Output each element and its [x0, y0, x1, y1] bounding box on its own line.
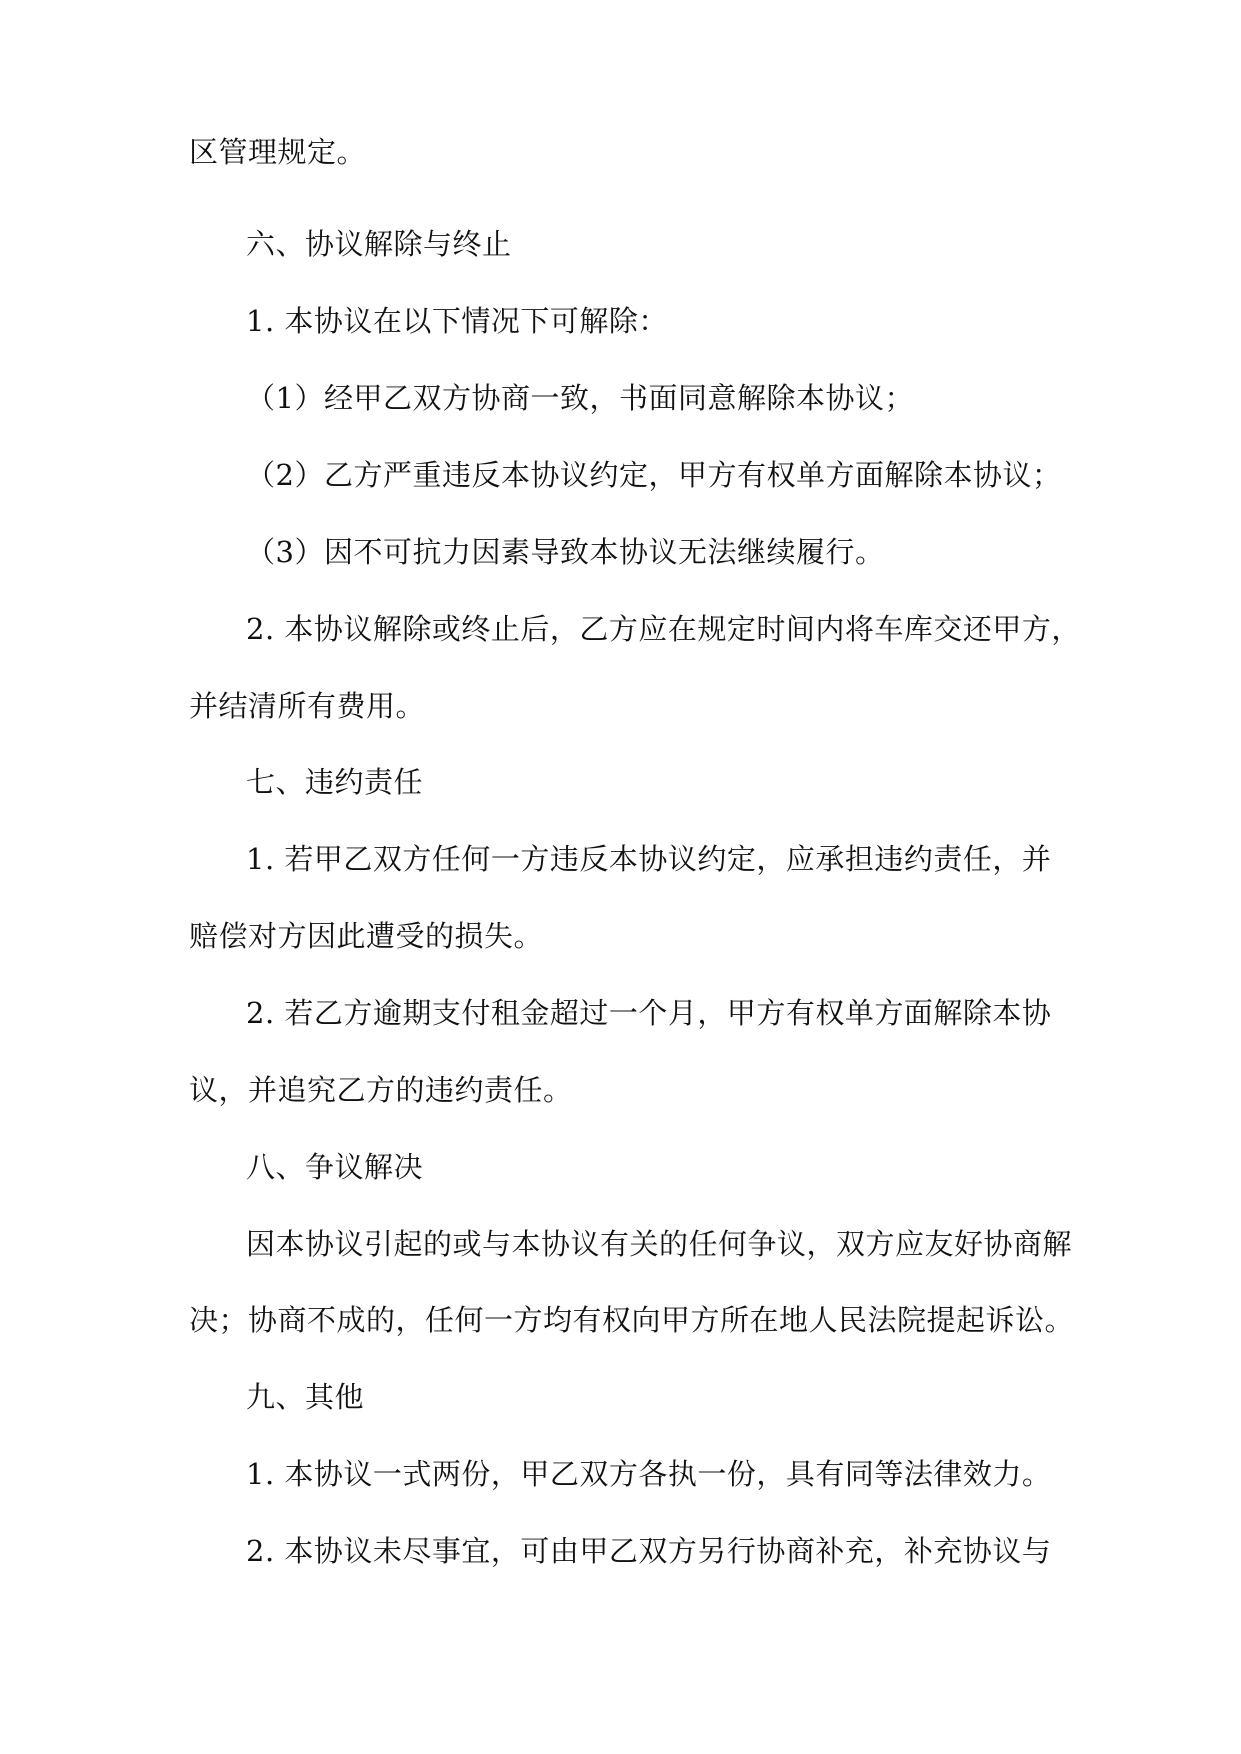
section-heading-8: 八、争议解决	[246, 1150, 424, 1184]
clause-6-2-continuation: 并结清所有费用。	[189, 689, 426, 723]
continuation-line: 区管理规定。	[189, 135, 367, 169]
clause-7-1-continuation: 赔偿对方因此遭受的损失。	[189, 919, 544, 953]
clause-6-1-item-3: （3）因不可抗力因素导致本协议无法继续履行。	[246, 535, 885, 569]
clause-8-continuation: 决；协商不成的，任何一方均有权向甲方所在地人民法院提起诉讼。	[189, 1303, 1075, 1337]
clause-7-1: 1. 若甲乙双方任何一方违反本协议约定，应承担违约责任，并	[246, 842, 1052, 876]
clause-8-text: 因本协议引起的或与本协议有关的任何争议，双方应友好协商解	[246, 1227, 1073, 1261]
clause-6-1-item-2: （2）乙方严重违反本协议约定，甲方有权单方面解除本协议；	[246, 458, 1062, 492]
clause-6-1: 1. 本协议在以下情况下可解除：	[246, 304, 668, 338]
section-heading-6: 六、协议解除与终止	[246, 227, 512, 261]
section-heading-9: 九、其他	[246, 1380, 365, 1414]
clause-7-2: 2. 若乙方逾期支付租金超过一个月，甲方有权单方面解除本协	[246, 996, 1052, 1030]
clause-9-2: 2. 本协议未尽事宜，可由甲乙双方另行协商补充，补充协议与	[246, 1534, 1052, 1568]
clause-9-1: 1. 本协议一式两份，甲乙双方各执一份，具有同等法律效力。	[246, 1457, 1052, 1491]
clause-6-1-item-1: （1）经甲乙双方协商一致，书面同意解除本协议；	[246, 381, 914, 415]
section-heading-7: 七、违约责任	[246, 765, 424, 799]
clause-6-2: 2. 本协议解除或终止后，乙方应在规定时间内将车库交还甲方，	[246, 612, 1081, 646]
clause-7-2-continuation: 议，并追究乙方的违约责任。	[189, 1073, 573, 1107]
